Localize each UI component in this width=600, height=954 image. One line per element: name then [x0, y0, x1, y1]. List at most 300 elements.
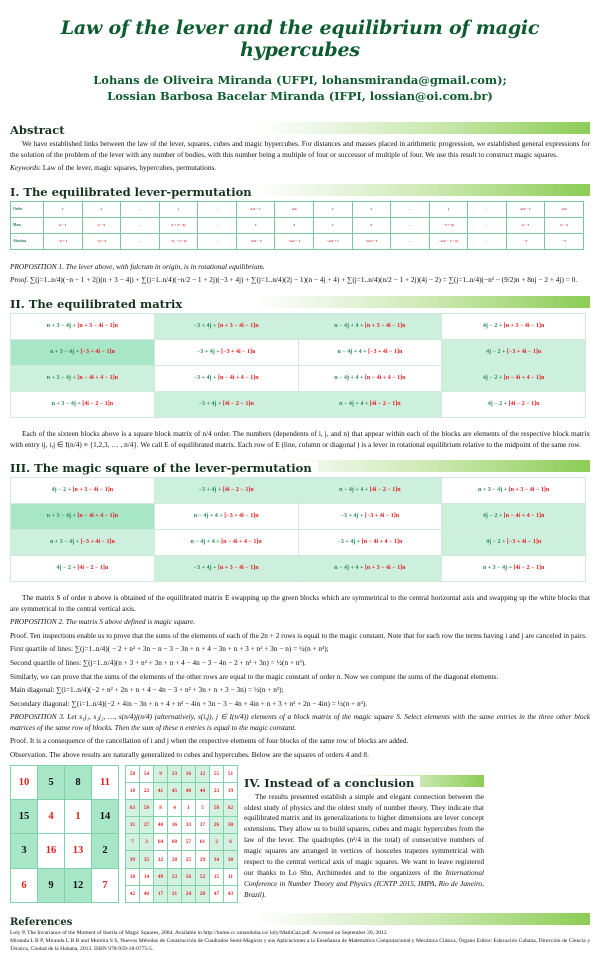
main-diagonal-formula: ∑(i=1..n/4)(−2 + n² + 2n + n + 4 − 4n − 3 + n² + 3n + n + 3 − 3n) = ½(n + n³); [56, 685, 284, 695]
cell-prefix: −3 + 4j + [198, 486, 223, 493]
section2-heading: II. The equilibrated matrix [10, 297, 188, 311]
secondary-diagonal-formula: ∑(i=1..n/4)(−2 + 4in − 3n + n + 4 + n² − 4in + 3n − 3 − 4n + 4in + n + 3 + n² + 2n − 4in) = ½(n + n³). [71, 698, 368, 708]
cell-bracket: [n + 3 − 4i − 1]n [508, 486, 550, 493]
square8-cell-4-0: 7 [126, 834, 140, 851]
square8-cell-2-0: 63 [126, 799, 140, 816]
cell-prefix: n + 3 − 4j + [51, 400, 83, 407]
section2-heading-row [10, 295, 590, 310]
square4-cell-1-2: 1 [65, 799, 92, 833]
cell-prefix: n + 3 − 4j + [49, 348, 81, 355]
magic-square-matrix [10, 477, 586, 582]
matrix-cell-0-0 [11, 313, 155, 339]
square8-cell-2-7: 62 [224, 799, 238, 816]
reference-item-1: Loly P, The Invariance of the Moment of Inertia of Magic Squares, 2004. Available in http://home.cc.umanitoba.ca/ loly/MathGaz.pdf. Accessed on September 20, 2012. [10, 929, 389, 936]
square8-row [126, 765, 238, 782]
mass-cell-4: … [198, 217, 237, 233]
reference-item-2: Miranda L B P, Miranda L B B and Moreira S S, Nuevos Métodos de Construcción de Cuadrados Semi-Magicos y sus Aplicaciones a la Enseñanza de Matemática Computacional y Mecánica Clásica, Órgano Editor: Educación Cubana, Dirección de Ciencia y Técnica, Ciudad de la Habana, 2013. ISBN 978-959-18-0775-5. [10, 937, 590, 952]
cell-bracket: [n − 4i + 4 − 1]n [364, 374, 406, 381]
mass-cell-8: 5 [352, 217, 391, 233]
square8-cell-4-2: 64 [154, 834, 168, 851]
square8-cell-0-3: 13 [168, 765, 182, 782]
matrix-cell-0-0 [11, 478, 155, 504]
cell-bracket: [−3 + 4i − 1]n [80, 538, 115, 545]
matrix-cell-2-3 [442, 365, 586, 391]
abscissa-cell-11: … [468, 233, 507, 249]
order-cell-12: n/4 − 1 [506, 201, 545, 217]
row-label-abscissa: Abscissa [11, 233, 44, 249]
mass-cell-10: −3 + 4j [429, 217, 468, 233]
mass-cell-5: 7 [236, 217, 275, 233]
square4-cell-0-0: 10 [11, 765, 38, 799]
square8-cell-3-5: 37 [196, 817, 210, 834]
matrix-cell-1-2 [298, 504, 442, 530]
square8-cell-6-1: 14 [140, 868, 154, 885]
cell-bracket: [−3 + 4i − 1]n [80, 348, 115, 355]
references-heading-row [10, 912, 590, 927]
order-cell-7: 1 [313, 201, 352, 217]
references-section [0, 912, 600, 954]
square4-cell-0-3: 11 [92, 765, 119, 799]
references-heading: References [10, 916, 78, 930]
keywords-line: Keywords: Law of the lever, magic squares, hypercubes, permutations. [10, 163, 217, 173]
cell-bracket: [n + 3 − 4i − 1]n [364, 322, 406, 329]
cell-bracket: [−3 + 4i − 1]n [506, 538, 542, 545]
square4-cell-2-3: 2 [92, 834, 119, 868]
cell-prefix: n + 3 − 4j + [49, 538, 81, 545]
mass-cell-7: 1 [313, 217, 352, 233]
cell-prefix: n − 4j + 4 + [193, 512, 225, 519]
cell-prefix: 4j − 2 + [56, 564, 78, 571]
square4-row [11, 868, 119, 902]
proof-1-body: ∑(j=1..n/4)(−n − 1 + 2j)(n + 3 − 4j) + ∑(j=1..n/4)(−n/2 − 1 + 2j)(−3 + 4j) + ∑(j=1..n/4)(2j − 1)(n − 4j + 4) + ∑(j=1..n/4)(n/2 − 1 + 2j)(4j − 2) = ∑(j=1..n/4)(−n² − (9/2)n + 8nj − 2 + 4j) = 0. [30, 275, 578, 285]
cell-bracket: [n + 3 − 4i − 1]n [503, 322, 545, 329]
square8-cell-6-5: 52 [196, 868, 210, 885]
section4-heading-row [244, 774, 484, 789]
section3-paragraph-1: The matrix S of order n above is obtained of the equilibrated matrix E swapping up the green blocks which are symmetrical to the central horizontal axis and swapping up the white blocks that are symmetrical to the central vertical axis. [10, 593, 590, 613]
square8-cell-3-2: 40 [154, 817, 168, 834]
equilibrated-matrix-row [11, 313, 586, 339]
proof-2: Proof. Ten inspections enable us to prove that the sums of the elements of each of the 2n + 2 rows is equal to the magic constant. Note that for each row the terms having i and j are canceled in pairs. [10, 630, 587, 640]
matrix-cell-2-1 [154, 365, 298, 391]
cell-prefix: n + 3 − 4j + [46, 322, 78, 329]
cell-prefix: 4j − 2 + [486, 538, 507, 545]
mass-cell-2: … [121, 217, 160, 233]
order-cell-4: … [198, 201, 237, 217]
cell-prefix: −3 + 4j + [198, 400, 223, 407]
cell-bracket: [−3 + 4i − 1]n [368, 348, 403, 355]
square8-cell-7-2: 17 [154, 885, 168, 902]
page-title: Law of the lever and the equilibrium of magic hypercubes [60, 17, 540, 61]
square8-cell-1-6: 23 [210, 782, 224, 799]
square4-row [11, 799, 119, 833]
lever-permutation-table [10, 201, 584, 250]
order-cell-6: n/4 [275, 201, 314, 217]
abscissa-cell-6: −n/2 − 1 [275, 233, 314, 249]
cell-prefix: 4j − 2 + [482, 374, 504, 381]
square8-cell-1-5: 44 [196, 782, 210, 799]
square4-cell-1-3: 14 [92, 799, 119, 833]
square8-cell-5-4: 25 [182, 851, 196, 868]
square8-cell-0-5: 12 [196, 765, 210, 782]
magic-matrix-row [11, 478, 586, 504]
square8-cell-3-6: 26 [210, 817, 224, 834]
section4-conference-name: International Conference in Number Theory and Physics (ICNTP 2015, IMPA, Rio de Janeiro, Brazil). [244, 868, 484, 900]
cell-bracket: [−3 + 4i − 1]n [364, 512, 400, 519]
square8-cell-1-1: 22 [140, 782, 154, 799]
cell-bracket: [n − 4i + 4 − 1]n [77, 512, 118, 519]
matrix-cell-1-1 [154, 504, 298, 530]
square8-cell-2-3: 4 [168, 799, 182, 816]
cell-bracket: [n + 3 − 4i − 1]n [217, 322, 259, 329]
cell-bracket: [n − 4i + 4 − 1]n [217, 374, 259, 381]
cell-prefix: −3 + 4j + [337, 538, 362, 545]
cell-prefix: −3 + 4j + [340, 512, 365, 519]
matrix-cell-3-3 [442, 556, 586, 582]
square4-cell-1-0: 15 [11, 799, 38, 833]
square8-row [126, 885, 238, 902]
cell-prefix: 4j − 2 + [482, 512, 504, 519]
cell-bracket: [4i − 2 − 1]n [222, 486, 254, 493]
cell-bracket: [n − 4i + 4 − 1]n [503, 374, 545, 381]
proposition-2: PROPOSITION 2. The matrix S above defined is magic square. [10, 617, 196, 627]
abscissa-cell-9: … [391, 233, 430, 249]
cell-prefix: n − 4j + 4 + [339, 486, 370, 493]
square8-row [126, 851, 238, 868]
abscissa-cell-2: … [121, 233, 160, 249]
magic-matrix-row [11, 530, 586, 556]
abscissa-cell-10: −n/2 − 1 + 2j [429, 233, 468, 249]
abstract-heading: Abstract [10, 123, 71, 137]
equilibrated-matrix-row [11, 339, 586, 365]
matrix-cell-3-1 [154, 391, 298, 417]
observation: Observation. The above results are naturally generalized to cubes and hypercubes. Below are the squares of orders 4 and 8. [10, 750, 369, 760]
square4-cell-1-1: 4 [38, 799, 65, 833]
square8-cell-0-1: 54 [140, 765, 154, 782]
abscissa-cell-1: −n + 3 [82, 233, 121, 249]
cell-prefix: −3 + 4j + [193, 564, 218, 571]
square8-cell-4-3: 60 [168, 834, 182, 851]
magic-square-order-4 [10, 765, 119, 903]
square8-cell-1-0: 18 [126, 782, 140, 799]
square4-cell-3-3: 7 [92, 868, 119, 902]
matrix-cell-2-1 [154, 530, 298, 556]
matrix-cell-3-0 [11, 556, 155, 582]
order-cell-2: … [121, 201, 160, 217]
matrix-cell-0-1 [154, 313, 298, 339]
cell-bracket: [4i − 2 − 1]n [82, 400, 114, 407]
cell-prefix: n + 3 − 4j + [46, 512, 78, 519]
section4-text: The results presented establish a simple and elegant connection between the oldest study of physics and the oldest study of number theory. They indicate that equilibrated matrix and its generalizations to higher dimensions are lever concept extensions. They allow us to build squares, cubes and magic hypercubes from the law of the lever. The quadruples (n²/4 in the total) of consecutive numbers of magic squares are arranged in vertices of isosceles trapezes symmetrical with respect to the central vertical axis of magic squares. We want to leave registered our thanks to Lo Shu, Archimedes and to the organizers of the [244, 791, 484, 878]
square8-cell-0-7: 51 [224, 765, 238, 782]
square8-cell-3-7: 30 [224, 817, 238, 834]
square8-cell-3-3: 36 [168, 817, 182, 834]
first-quartile-formula: ∑(j=1..n/4)( − 2 + n² + 3n − n − 3 − 3n + n + 4 − 3n + n + 3 + n² + 3n − n) = ½(n + n³); [74, 644, 329, 654]
square8-cell-1-7: 19 [224, 782, 238, 799]
square4-cell-0-1: 5 [38, 765, 65, 799]
equilibrated-matrix-row [11, 391, 586, 417]
cell-bracket: [4i − 2 − 1]n [508, 400, 540, 407]
cell-prefix: n − 4j + 4 + [334, 322, 365, 329]
proof-1 [10, 275, 590, 286]
square8-cell-7-7: 43 [224, 885, 238, 902]
square8-cell-7-1: 46 [140, 885, 154, 902]
cell-prefix: −3 + 4j + [196, 348, 222, 355]
square8-cell-7-3: 21 [168, 885, 182, 902]
equilibrated-matrix [10, 313, 586, 418]
first-quartile-label: First quartile of lines: [10, 644, 74, 654]
square8-cell-2-2: 8 [154, 799, 168, 816]
cell-prefix: n − 4j + 4 + [190, 538, 222, 545]
cell-prefix: n − 4j + 4 + [334, 564, 365, 571]
square8-cell-6-3: 53 [168, 868, 182, 885]
square8-row [126, 817, 238, 834]
square8-cell-5-7: 38 [224, 851, 238, 868]
section3-heading: III. The magic square of the lever-permutation [10, 461, 318, 475]
order-cell-10: j [429, 201, 468, 217]
order-cell-11: … [468, 201, 507, 217]
square8-cell-7-0: 42 [126, 885, 140, 902]
secondary-diagonal-line [10, 699, 590, 710]
square8-row [126, 834, 238, 851]
mass-cell-0: n − 1 [44, 217, 83, 233]
section2-paragraph: Each of the sixteen blocks above is a square block matrix of n/4 order. The numbers (dependents of i, j, and n) that appear within each of the blocks are elements of the respective block matrix with entry ij, i,j ∈ I(n/4) ≡ {1,2,3, … , n/4}. We call E of equilibrated matrix. Each row of E (line, column or diagonal ) is a lever in rotational equilibrium relative to the midpoint of the same row. [10, 428, 590, 449]
cell-bracket: [n − 4i + 4 − 1]n [361, 538, 403, 545]
proposition-1: PROPOSITION 1. The lever above, with fulcrum in origin, is in rotational equilibrium. [10, 261, 265, 271]
matrix-cell-3-1 [154, 556, 298, 582]
cell-prefix: 4j − 2 + [486, 348, 507, 355]
table-row-mass [11, 217, 584, 233]
order-cell-1: 2 [82, 201, 121, 217]
square8-cell-3-1: 27 [140, 817, 154, 834]
abscissa-cell-4: … [198, 233, 237, 249]
mass-cell-9: … [391, 217, 430, 233]
square8-cell-2-4: 1 [182, 799, 196, 816]
square8-cell-1-2: 41 [154, 782, 168, 799]
square8-cell-7-4: 24 [182, 885, 196, 902]
matrix-cell-2-2 [298, 365, 442, 391]
square4-row [11, 765, 119, 799]
section3-heading-row [10, 459, 590, 474]
square8-cell-1-3: 45 [168, 782, 182, 799]
cell-bracket: [n + 3 − 4i − 1]n [364, 564, 406, 571]
square8-cell-5-0: 39 [126, 851, 140, 868]
matrix-cell-0-2 [298, 478, 442, 504]
square4-cell-3-0: 6 [11, 868, 38, 902]
square4-row [11, 834, 119, 868]
square8-cell-7-5: 20 [196, 885, 210, 902]
second-quartile-label: Second quartile of lines: [10, 657, 82, 667]
cell-bracket: [n + 3 − 4i − 1]n [217, 564, 259, 571]
square8-cell-6-7: 11 [224, 868, 238, 885]
main-diagonal-line [10, 685, 590, 696]
abscissa-cell-3: −n − 1 + 2j [159, 233, 198, 249]
proof-3: Proof. It is a consequence of the cancellation of i and j when the respective elements of four blocks of the same row of blocks are added. [10, 736, 409, 746]
square8-cell-0-0: 50 [126, 765, 140, 782]
proof-1-label: Proof. [10, 275, 29, 285]
cell-prefix: n − 4j + 4 + [339, 400, 370, 407]
cell-bracket: [4i − 2 − 1]n [369, 400, 401, 407]
first-quartile-line [10, 644, 590, 655]
square8-cell-2-6: 58 [210, 799, 224, 816]
keywords-value: Law of the lever, magic squares, hypercubes, permutations. [42, 163, 217, 173]
matrix-cell-0-3 [442, 478, 586, 504]
matrix-cell-0-3 [442, 313, 586, 339]
square8-cell-6-4: 56 [182, 868, 196, 885]
cell-bracket: [4i − 2 − 1]n [222, 400, 254, 407]
square8-cell-3-4: 33 [182, 817, 196, 834]
cell-bracket: [n + 3 − 4i − 1]n [72, 486, 114, 493]
matrix-cell-3-0 [11, 391, 155, 417]
square8-row [126, 868, 238, 885]
square8-cell-5-6: 34 [210, 851, 224, 868]
authors [10, 72, 590, 105]
magic-matrix-row [11, 504, 586, 530]
square8-cell-7-6: 47 [210, 885, 224, 902]
matrix-cell-1-0 [11, 339, 155, 365]
square8-cell-5-5: 29 [196, 851, 210, 868]
matrix-cell-2-3 [442, 530, 586, 556]
square8-cell-5-2: 32 [154, 851, 168, 868]
square8-cell-4-4: 57 [182, 834, 196, 851]
square8-cell-4-6: 2 [210, 834, 224, 851]
order-cell-8: 2 [352, 201, 391, 217]
cell-prefix: −3 + 4j + [193, 374, 218, 381]
square8-row [126, 782, 238, 799]
section1-heading: I. The equilibrated lever-permutation [10, 185, 258, 199]
row-label-order: Order [11, 201, 44, 217]
matrix-cell-2-0 [11, 530, 155, 556]
heading-gradient-bar [10, 122, 590, 134]
abstract-text: We have established links between the law of the lever, squares, cubes and magic hypercubes. For distances and masses placed in arithmetic progression, we established general expressions for the solution of the problem of the lever with any number of bodies, with this number being a multiple of four or successor of multiple of four. We use this result to construct magic squares. [10, 139, 590, 159]
abscissa-cell-5: −n/2 − 3 [236, 233, 275, 249]
abscissa-cell-13: −1 [545, 233, 584, 249]
proposition-3: PROPOSITION 3. Let s₁j₁, s₂j₂, …, s(n/4)j(n/4) (alternatively, s(i,j), j ∈ I(n/4)) elements of a block matrix of the magic square S. Select elements with the same entries in the three other block matrices of the same row of blocks. Then the sum of these n entries is equal to the magic constant. [10, 712, 590, 732]
matrix-cell-1-1 [154, 339, 298, 365]
cell-prefix: n + 3 − 4j + [46, 374, 78, 381]
cell-bracket: [4i − 2 − 1]n [369, 486, 401, 493]
order-cell-5: n/4 − 1 [236, 201, 275, 217]
order-cell-13: n/4 [545, 201, 584, 217]
abstract-heading-row [10, 121, 590, 136]
square4-cell-2-1: 16 [38, 834, 65, 868]
cell-bracket: [n + 3 − 4i − 1]n [77, 322, 118, 329]
abscissa-cell-0: −n + 1 [44, 233, 83, 249]
mass-cell-3: n + 3 − 4j [159, 217, 198, 233]
square8-cell-0-6: 55 [210, 765, 224, 782]
mass-cell-13: n − 3 [545, 217, 584, 233]
cell-bracket: [n − 4i + 4 − 1]n [503, 512, 545, 519]
cell-prefix: n − 4j + 4 + [337, 348, 369, 355]
cell-prefix: n − 4j + 4 + [334, 374, 365, 381]
abscissa-cell-8: −n/2 + 3 [352, 233, 391, 249]
square4-cell-3-2: 12 [65, 868, 92, 902]
square8-cell-6-2: 49 [154, 868, 168, 885]
matrix-cell-1-0 [11, 504, 155, 530]
cell-prefix: n + 3 − 4j + [482, 564, 514, 571]
square8-cell-4-1: 3 [140, 834, 154, 851]
matrix-cell-1-3 [442, 504, 586, 530]
square8-cell-6-0: 10 [126, 868, 140, 885]
abscissa-cell-7: −n/2 + 1 [313, 233, 352, 249]
matrix-cell-0-2 [298, 313, 442, 339]
mass-cell-11: … [468, 217, 507, 233]
square8-cell-1-4: 48 [182, 782, 196, 799]
square8-cell-4-5: 61 [196, 834, 210, 851]
row-label-mass: Mass [11, 217, 44, 233]
cell-prefix: n + 3 − 4j + [478, 486, 509, 493]
table-row-order [11, 201, 584, 217]
keywords-label: Keywords [10, 163, 39, 173]
section4-heading: IV. Instead of a conclusion [244, 776, 420, 790]
matrix-cell-2-2 [298, 530, 442, 556]
square8-cell-5-3: 28 [168, 851, 182, 868]
square8-cell-6-6: 15 [210, 868, 224, 885]
square4-cell-2-2: 13 [65, 834, 92, 868]
square8-cell-2-5: 5 [196, 799, 210, 816]
square8-cell-0-4: 16 [182, 765, 196, 782]
square4-cell-2-0: 3 [11, 834, 38, 868]
section1-heading-row [10, 183, 590, 198]
magic-square-order-8 [125, 765, 238, 903]
square8-cell-4-7: 6 [224, 834, 238, 851]
matrix-cell-1-2 [298, 339, 442, 365]
author-line-1: Lohans de Oliveira Miranda (UFPI, lohansmiranda@gmail.com); [93, 72, 507, 87]
cell-bracket: [n − 4i + 4 − 1]n [221, 538, 262, 545]
second-quartile-line [10, 658, 590, 669]
square8-cell-0-2: 9 [154, 765, 168, 782]
cell-bracket: [−3 + 4i − 1]n [224, 512, 259, 519]
square4-cell-0-2: 8 [65, 765, 92, 799]
mass-cell-6: 3 [275, 217, 314, 233]
heading-gradient-bar [10, 913, 590, 925]
order-cell-3: j [159, 201, 198, 217]
table-row-abscissa [11, 233, 584, 249]
cell-prefix: 4j − 2 + [487, 400, 509, 407]
cell-prefix: −3 + 4j + [193, 322, 218, 329]
square8-cell-5-1: 35 [140, 851, 154, 868]
abscissa-cell-12: −3 [506, 233, 545, 249]
mass-cell-1: n − 5 [82, 217, 121, 233]
cell-bracket: [4i − 2 − 1]n [513, 564, 545, 571]
cell-prefix: 4j − 2 + [482, 322, 504, 329]
cell-bracket: [4i − 2 − 1]n [77, 564, 109, 571]
matrix-cell-3-2 [298, 391, 442, 417]
section4-paragraph [244, 792, 484, 901]
magic-matrix-row [11, 556, 586, 582]
cell-bracket: [−3 + 4i − 1]n [221, 348, 256, 355]
matrix-cell-3-2 [298, 556, 442, 582]
matrix-cell-3-3 [442, 391, 586, 417]
square8-cell-3-0: 31 [126, 817, 140, 834]
main-diagonal-label: Main diagonal: [10, 685, 55, 695]
square8-cell-2-1: 59 [140, 799, 154, 816]
second-quartile-formula: ∑(j=1..n/4)(n + 3 + n² + 3n + n + 4 − 4n − 3 − 4n − 2 + n² + 3n) = ½(n + n³). [82, 657, 306, 667]
square8-row [126, 799, 238, 816]
order-cell-9: … [391, 201, 430, 217]
order-cell-0: 1 [44, 201, 83, 217]
section3-paragraph-2: Similarly, we can prove that the sums of the elements of the other rows are equal to the magic constant of order n. Now we compute the sums of the diagonal elements. [10, 671, 499, 681]
mass-cell-12: n − 7 [506, 217, 545, 233]
square4-cell-3-1: 9 [38, 868, 65, 902]
secondary-diagonal-label: Secondary diagonal: [10, 698, 70, 708]
equilibrated-matrix-row [11, 365, 586, 391]
author-line-2: Lossian Barbosa Bacelar Miranda (IFPI, lossian@oi.com.br) [107, 89, 493, 104]
matrix-cell-0-1 [154, 478, 298, 504]
conclusion-column [244, 765, 484, 903]
cell-bracket: [−3 + 4i − 1]n [506, 348, 542, 355]
matrix-cell-2-0 [11, 365, 155, 391]
cell-prefix: 4j − 2 + [51, 486, 73, 493]
